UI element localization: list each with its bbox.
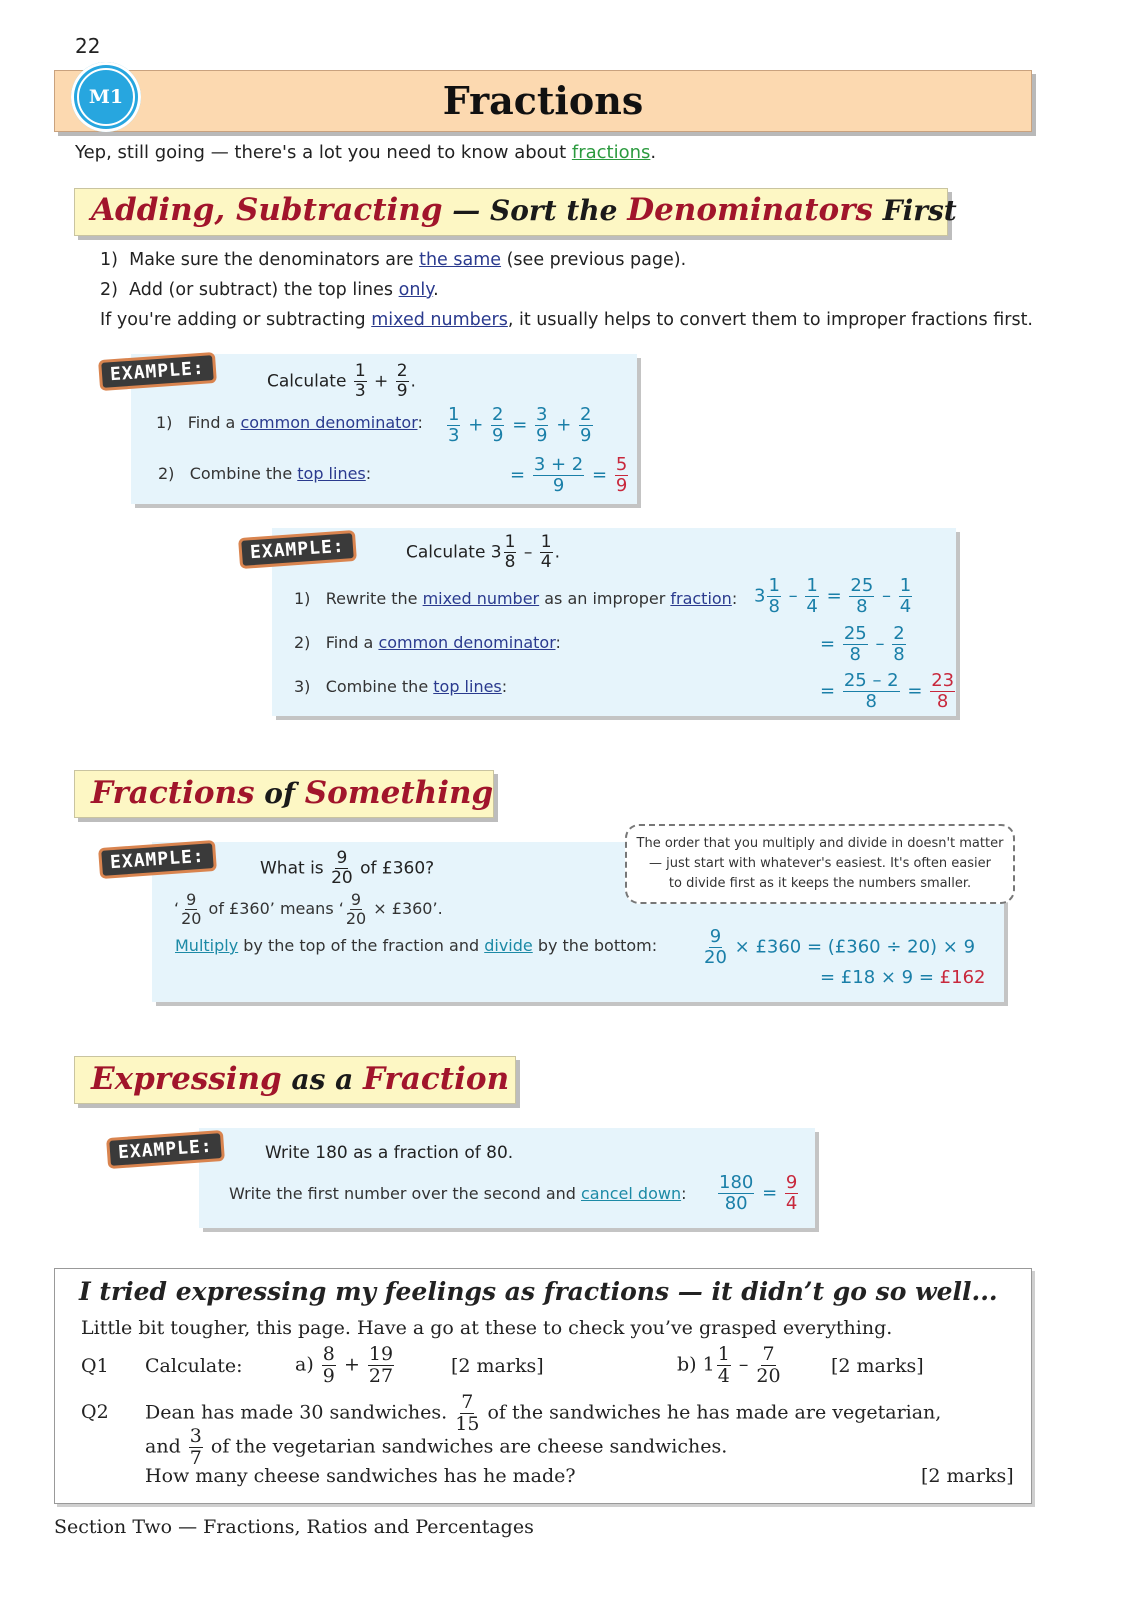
section-heading-adding: Adding, Subtracting — Sort the Denominators First [74, 188, 948, 236]
fraction-link[interactable]: fraction [670, 589, 732, 608]
example-1-step-2: 2) Combine the top lines: [158, 464, 372, 483]
example-2-question: Calculate 3 $\frac{1}{8}$ – $\frac{1}{4}$ . [406, 532, 560, 572]
example-3-line-1: ‘ $\frac{9}{20}$ of £360’ means ‘ $\frac{9}{20}$ × £360’. [174, 890, 443, 928]
summary-title: I tried expressing my feelings as fractions — it didn’t go so well... [79, 1277, 998, 1306]
example-1-math-2: = $\frac{3 + 2}{9}$ = $\frac{5}{9}$ [510, 454, 628, 496]
example-2-math-2: = $\frac{25}{8}$ – $\frac{2}{8}$ [820, 623, 905, 665]
example-label-1: EXAMPLE: [98, 352, 217, 391]
example-1-math-1: $\frac{1}{3}$ + $\frac{2}{9}$ = $\frac{3}{9}$ + $\frac{2}{9}$ [448, 404, 592, 446]
section-footer: Section Two — Fractions, Ratios and Percentages [54, 1516, 534, 1538]
example-3-question: What is $\frac{9}{20}$ of £360? [260, 848, 435, 888]
top-lines-link[interactable]: top lines [297, 464, 366, 483]
example-4-step: Write the first number over the second and cancel down: [229, 1184, 687, 1203]
section-heading-expressing: Expressing as a Fraction [74, 1056, 516, 1104]
example-2-math-1: 3 $\frac{1}{8}$ – $\frac{1}{4}$ = $\frac{25}{8}$ – $\frac{1}{4}$ [754, 575, 912, 617]
summary-box [54, 1268, 1032, 1504]
q1-label: Q1 [81, 1355, 109, 1377]
q1b: b) 1 $\frac{1}{4}$ – $\frac{7}{20}$ [677, 1343, 781, 1387]
page-title: Fractions [442, 78, 644, 123]
example-1-step-1: 1) Find a common denominator: [156, 413, 423, 432]
summary-intro: Little bit tougher, this page. Have a go at these to check you’ve grasped everything. [81, 1317, 893, 1339]
example-label-3: EXAMPLE: [98, 840, 217, 879]
example-1-question: Calculate $\frac{1}{3}$ + $\frac{2}{9}$ . [267, 361, 416, 401]
rule-1: 1) Make sure the denominators are the same (see previous page). [100, 250, 687, 270]
q1a: a) $\frac{8}{9}$ + $\frac{19}{27}$ [295, 1343, 394, 1387]
example-2-step-1: 1) Rewrite the mixed number as an improper fraction: [294, 589, 738, 608]
title-bar [54, 70, 1032, 132]
intro-text: Yep, still going — there's a lot you need to know about fractions. [75, 142, 657, 163]
example-3-calc-1: $\frac{9}{20}$ × £360 = (£360 ÷ 20) × 9 [704, 926, 976, 968]
q2-label: Q2 [81, 1401, 109, 1423]
example-2-step-3: 3) Combine the top lines: [294, 677, 508, 696]
calculate-label: Calculate: [145, 1355, 243, 1377]
q1b-marks: [2 marks] [831, 1355, 924, 1377]
mixed-numbers-link[interactable]: mixed numbers [371, 310, 508, 330]
q2-line-1: Dean has made 30 sandwiches. $\frac{7}{15}$ of the sandwiches he has made are vegetarian, [145, 1391, 942, 1435]
common-denominator-link-2[interactable]: common denominator [378, 633, 556, 652]
module-badge [71, 62, 141, 132]
page-number: 22 [75, 34, 101, 58]
rule-3: If you're adding or subtracting mixed numbers, it usually helps to convert them to improper fractions first. [100, 310, 1033, 330]
multiply-link[interactable]: Multiply [175, 936, 239, 955]
example-2-step-2: 2) Find a common denominator: [294, 633, 561, 652]
example-label-4: EXAMPLE: [106, 1130, 225, 1169]
tip-note: The order that you multiply and divide in doesn't matter — just start with whatever's easiest. It's often easier to divide first as it keeps the numbers smaller. [625, 824, 1015, 904]
the-same-link[interactable]: the same [419, 250, 502, 270]
common-denominator-link[interactable]: common denominator [240, 413, 418, 432]
badge-label: M1 [77, 68, 135, 126]
fractions-link[interactable]: fractions [571, 142, 651, 163]
cancel-down-link[interactable]: cancel down [581, 1184, 682, 1203]
example-label-2: EXAMPLE: [238, 530, 357, 569]
section-heading-fractions-of: Fractions of Something [74, 770, 494, 818]
example-4-math: $\frac{180}{80}$ = $\frac{9}{4}$ [719, 1172, 798, 1214]
example-3-line-2: Multiply by the top of the fraction and divide by the bottom: [175, 936, 658, 955]
q2-line-2: and $\frac{3}{7}$ of the vegetarian sandwiches are cheese sandwiches. [145, 1425, 728, 1469]
top-lines-link-2[interactable]: top lines [433, 677, 502, 696]
q2-line-3: How many cheese sandwiches has he made? [145, 1465, 576, 1487]
example-2-math-3: = $\frac{25 - 2}{8}$ = $\frac{23}{8}$ [820, 670, 955, 712]
divide-link[interactable]: divide [484, 936, 533, 955]
example-3-calc-2: = £18 × 9 = £162 [820, 967, 986, 988]
example-4-question: Write 180 as a fraction of 80. [265, 1143, 514, 1163]
rule-2: 2) Add (or subtract) the top lines only. [100, 280, 439, 300]
only-link[interactable]: only [398, 280, 434, 300]
q1a-marks: [2 marks] [451, 1355, 544, 1377]
mixed-number-link[interactable]: mixed number [422, 589, 540, 608]
q2-marks: [2 marks] [921, 1465, 1014, 1487]
